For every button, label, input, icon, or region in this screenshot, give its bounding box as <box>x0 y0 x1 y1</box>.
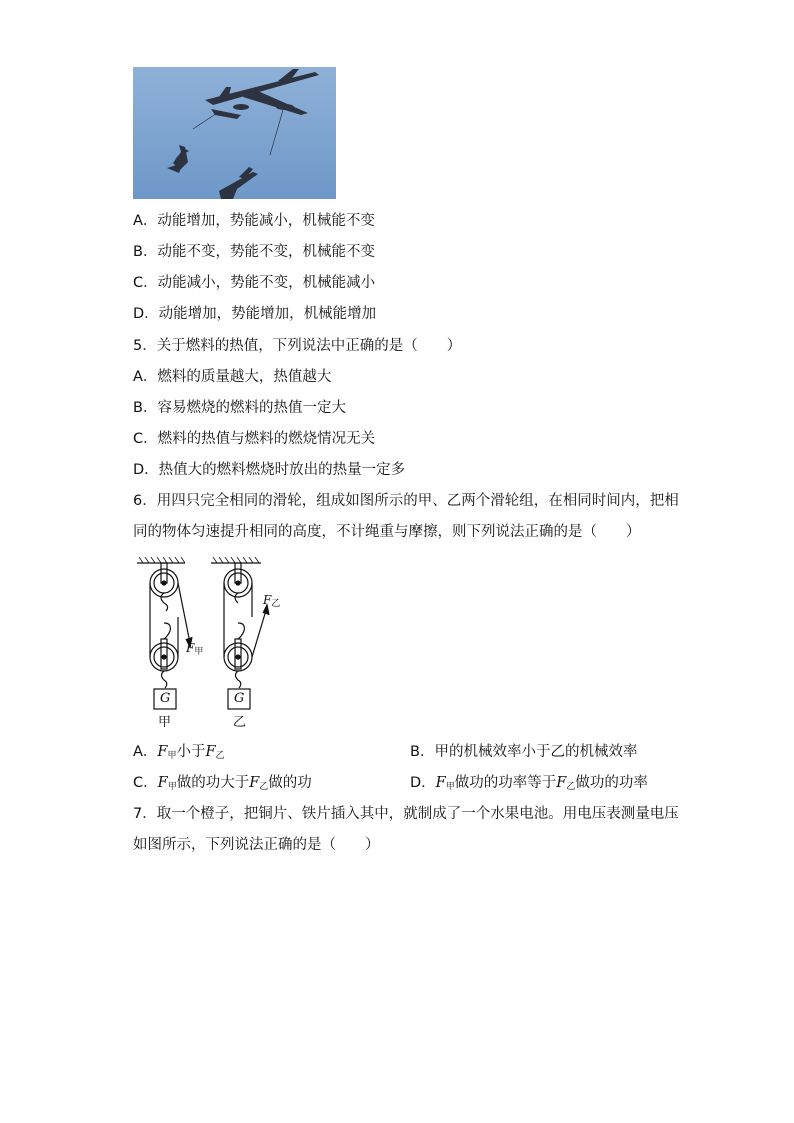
pulley-diagram <box>135 557 295 729</box>
aerial-refueling-photo <box>133 67 336 199</box>
q5-option-b: B．容易燃烧的燃料的热值一定大 <box>133 400 346 416</box>
f-yi-label: $F_乙$ <box>263 593 281 609</box>
q6-stem-line2: 同的物体匀速提升相同的高度，不计绳重与摩擦，则下列说法正确的是（ ） <box>133 524 641 540</box>
q7-stem-line2: 如图所示，下列说法正确的是（ ） <box>133 837 380 853</box>
q4-option-b: B．动能不变，势能不变，机械能不变 <box>133 244 375 260</box>
q4-option-d: D．动能增加，势能增加，机械能增加 <box>133 306 377 322</box>
q6-option-a: A．$F_甲$小于$F_乙$ <box>133 744 225 761</box>
q6-option-b: B．甲的机械效率小于乙的机械效率 <box>410 744 638 760</box>
q5-option-c: C．燃料的热值与燃料的燃烧情况无关 <box>133 431 376 447</box>
pulley-systems-figure <box>135 557 295 729</box>
yi-caption: 乙 <box>233 715 247 730</box>
q5-stem: 5．关于燃料的热值，下列说法中正确的是（ ） <box>133 338 462 354</box>
q6-option-d: D．$F_甲$做功的功率等于$F_乙$做功的功率 <box>410 775 648 792</box>
q7-stem-line1: 7．取一个橙子，把铜片、铁片插入其中，就制成了一个水果电池。用电压表测量电压 <box>133 806 679 822</box>
weight-yi-label: G <box>234 691 245 706</box>
q6-stem-line1: 6．用四只完全相同的滑轮，组成如图所示的甲、乙两个滑轮组，在相同时间内，把相 <box>133 493 679 509</box>
jia-caption: 甲 <box>158 715 172 730</box>
q4-option-a: A．动能增加，势能减小，机械能不变 <box>133 213 375 229</box>
q5-option-d: D．热值大的燃料燃烧时放出的热量一定多 <box>133 462 406 478</box>
q5-option-a: A．燃料的质量越大，热值越大 <box>133 369 332 385</box>
q6-option-c: C．$F_甲$做的功大于$F_乙$做的功 <box>133 775 312 792</box>
weight-jia-label: G <box>160 691 171 706</box>
f-jia-label: $F_甲$ <box>186 641 204 657</box>
refueling-image <box>133 67 336 199</box>
q4-option-c: C．动能减小，势能不变，机械能减小 <box>133 275 376 291</box>
